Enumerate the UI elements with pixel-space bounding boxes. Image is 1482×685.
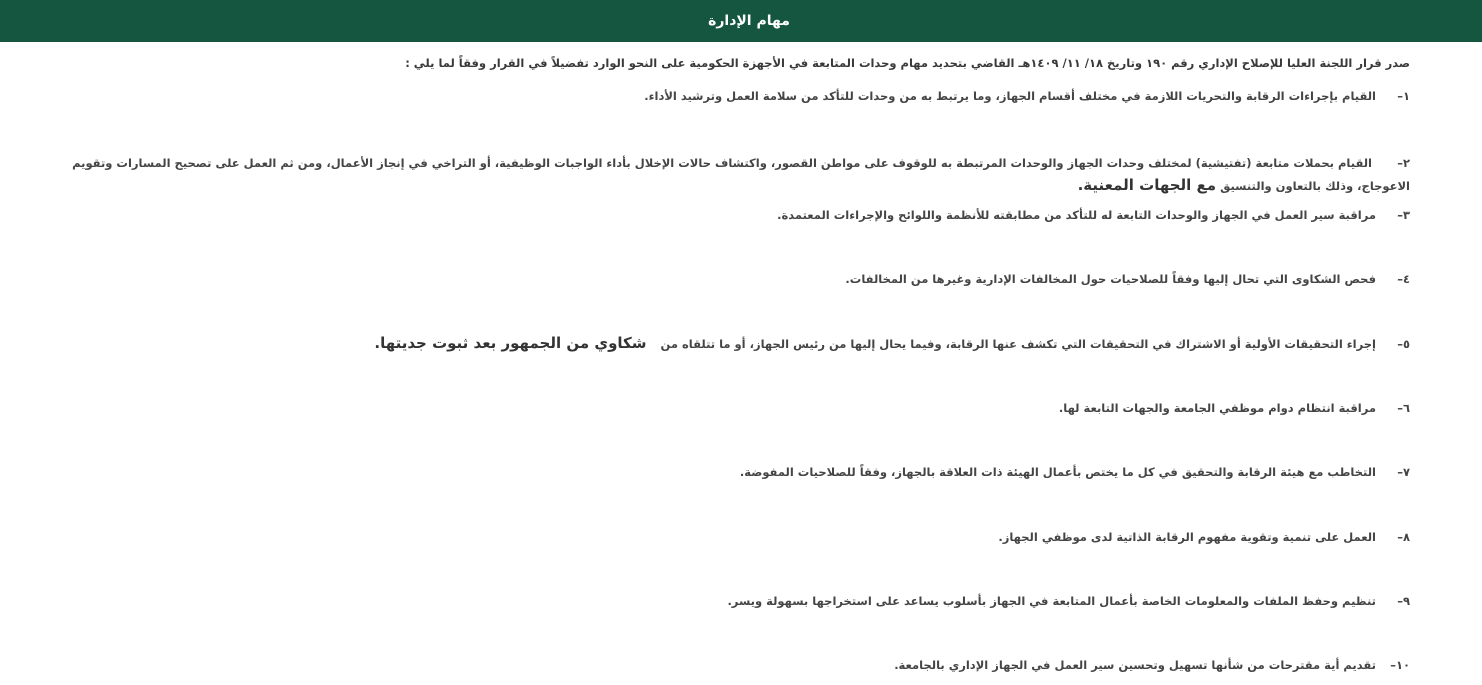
list-item bbox=[60, 152, 1410, 197]
item-number: ٥– bbox=[1397, 337, 1410, 351]
item-number: ٣– bbox=[1397, 208, 1410, 222]
list-item bbox=[1059, 401, 1410, 415]
item-number: ٤– bbox=[1397, 272, 1410, 286]
page-header bbox=[0, 0, 1482, 42]
item-text: فحص الشكاوى التي تحال إليها وفقاً للصلاحيات حول المخالفات الإدارية وغيرها من المخالفات. bbox=[845, 272, 1376, 286]
list-item bbox=[845, 272, 1410, 286]
list-item bbox=[740, 465, 1410, 479]
item-text: إجراء التحقيقات الأولية أو الاشتراك في التحقيقات التي تكشف عنها الرقابة، وفيما يحال إليها من رئيس الجهاز، أو ما تتلقاه من bbox=[660, 337, 1376, 351]
item-number: ٩– bbox=[1397, 594, 1410, 608]
list-item bbox=[998, 530, 1410, 544]
item-number: ٨– bbox=[1397, 530, 1410, 544]
item-text: التخاطب مع هيئة الرقابة والتحقيق في كل ما يختص بأعمال الهيئة ذات العلاقة بالجهاز، وفقاً للصلاحيات المفوضة. bbox=[739, 465, 1376, 479]
item-text: العمل على تنمية وتقوية مفهوم الرقابة الذاتية لدى موظفي الجهاز. bbox=[998, 530, 1376, 544]
content-area bbox=[0, 42, 1482, 685]
page-title: مهام الإدارة bbox=[708, 13, 790, 29]
item-text: مراقبة انتظام دوام موظفي الجامعة والجهات التابعة لها. bbox=[1058, 401, 1376, 415]
list-item bbox=[374, 334, 1410, 352]
list-item bbox=[727, 594, 1410, 608]
list-item bbox=[644, 89, 1410, 103]
intro-text: صدر قرار اللجنة العليا للإصلاح الإداري رقم ١٩٠ وتاريخ ١٨/ ١١/ ١٤٠٩هـ القاضي بتحديد مهام وحدات المتابعة في الأجهزة الحكومية على النحو الوارد تفضيلاً في القرار وفقاً لما يلي : bbox=[405, 56, 1410, 70]
item-emphasis: شكاوي من الجمهور بعد ثبوت جديتها. bbox=[374, 334, 647, 352]
item-number: ٧– bbox=[1397, 465, 1410, 479]
item-text: مراقبة سير العمل في الجهاز والوحدات التابعة له للتأكد من مطابقته للأنظمة واللوائح والإجراءات المعتمدة. bbox=[777, 208, 1376, 222]
item-text: تقديم أية مقترحات من شأنها تسهيل وتحسين سير العمل في الجهاز الإداري بالجامعة. bbox=[894, 658, 1376, 672]
list-item bbox=[777, 208, 1410, 222]
item-number: ١٠– bbox=[1390, 658, 1410, 672]
item-text: القيام بحملات متابعة (تفتيشية) لمختلف وحدات الجهاز والوحدات المرتبطة به للوقوف على مواطن القصور، واكتشاف حالات الإخلال بأداء الواجبات الوظيفية، أو التراخي في إنجاز الأعمال، ومن ثم العمل على تصحيح المسارات وتقويم الاعوجاج، وذلك بالتعاون والتنسيق bbox=[72, 156, 1410, 193]
item-text: القيام بإجراءات الرقابة والتحريات اللازمة في مختلف أقسام الجهاز، وما يرتبط به من وحدات للتأكد من سلامة العمل وترشيد الأداء. bbox=[644, 89, 1376, 103]
item-number: ١– bbox=[1397, 89, 1410, 103]
item-number: ٢– bbox=[1397, 156, 1410, 170]
item-number: ٦– bbox=[1397, 401, 1410, 415]
item-emphasis: مع الجهات المعنية. bbox=[1077, 176, 1217, 194]
item-text: تنظيم وحفظ الملفات والمعلومات الخاصة بأعمال المتابعة في الجهاز بأسلوب يساعد على استخراجها بسهولة ويسر. bbox=[727, 594, 1376, 608]
list-item bbox=[894, 658, 1410, 672]
